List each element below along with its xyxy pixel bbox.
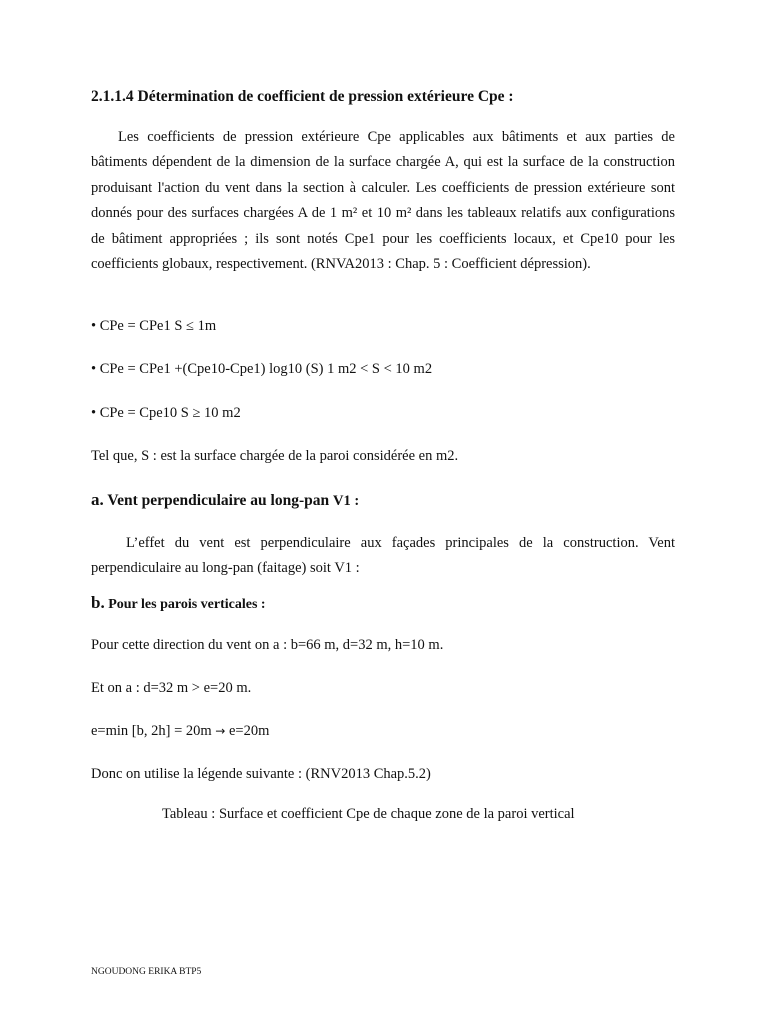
paragraph-a: L’effet du vent est perpendiculaire aux façades principales de la construction. Vent perpendiculaire au long-pan (faitage) soit V1 : [91, 535, 675, 577]
emin-after: e=20m [225, 723, 270, 739]
emin-line [91, 723, 269, 740]
formula-bullet-2: • CPe = CPe1 +(Cpe10-Cpe1) log10 (S) 1 m2 < S < 10 m2 [91, 361, 433, 377]
definition-line: Tel que, S : est la surface chargée de la paroi considérée en m2. [91, 448, 459, 464]
emin-before: e=min [b, 2h] = 20m [91, 723, 216, 739]
subheading-a-letter: a. [91, 490, 104, 509]
et-on-line: Et on a : d=32 m > e=20 m. [91, 680, 252, 696]
formula-bullet-1: • CPe = CPe1 S ≤ 1m [91, 318, 217, 334]
intro-paragraph: Les coefficients de pression extérieure Cpe applicables aux bâtiments et aux parties de bâtiments dépendent de la dimension de la surface chargée A, qui est la surface de la construction produisant l'action du vent dans la section à calculer. Les coefficients de pression extérieure sont donnés pour des surfaces chargées A de 1 m² et 10 m² dans les tableaux relatifs aux configurations de bâtiment appropriées ; ils sont notés Cpe1 pour les coefficients locaux, et Cpe10 pour les coefficients globaux, respectivement. (RNVA2013 : Chap. 5 : Coefficient dépression). [91, 129, 675, 273]
right-arrow-icon: → [215, 724, 226, 738]
page-footer: NGOUDONG ERIKA BTP5 [91, 967, 202, 977]
subheading-b-text: Pour les parois verticales : [104, 597, 266, 612]
subheading-a-text: Vent perpendiculaire au long-pan [103, 492, 333, 509]
table-caption: Tableau : Surface et coefficient Cpe de chaque zone de la paroi vertical [162, 806, 575, 822]
subheading-a-suffix: V1 : [333, 493, 360, 509]
formula-bullet-3: • CPe = Cpe10 S ≥ 10 m2 [91, 405, 241, 421]
subheading-b-letter: b. [91, 593, 105, 612]
section-heading: 2.1.1.4 Détermination de coefficient de pression extérieure Cpe : [91, 88, 514, 105]
direction-line: Pour cette direction du vent on a : b=66 m, d=32 m, h=10 m. [91, 637, 444, 653]
subheading-a [91, 490, 359, 510]
subheading-b [91, 593, 266, 613]
donc-line: Donc on utilise la légende suivante : (RNV2013 Chap.5.2) [91, 766, 431, 782]
